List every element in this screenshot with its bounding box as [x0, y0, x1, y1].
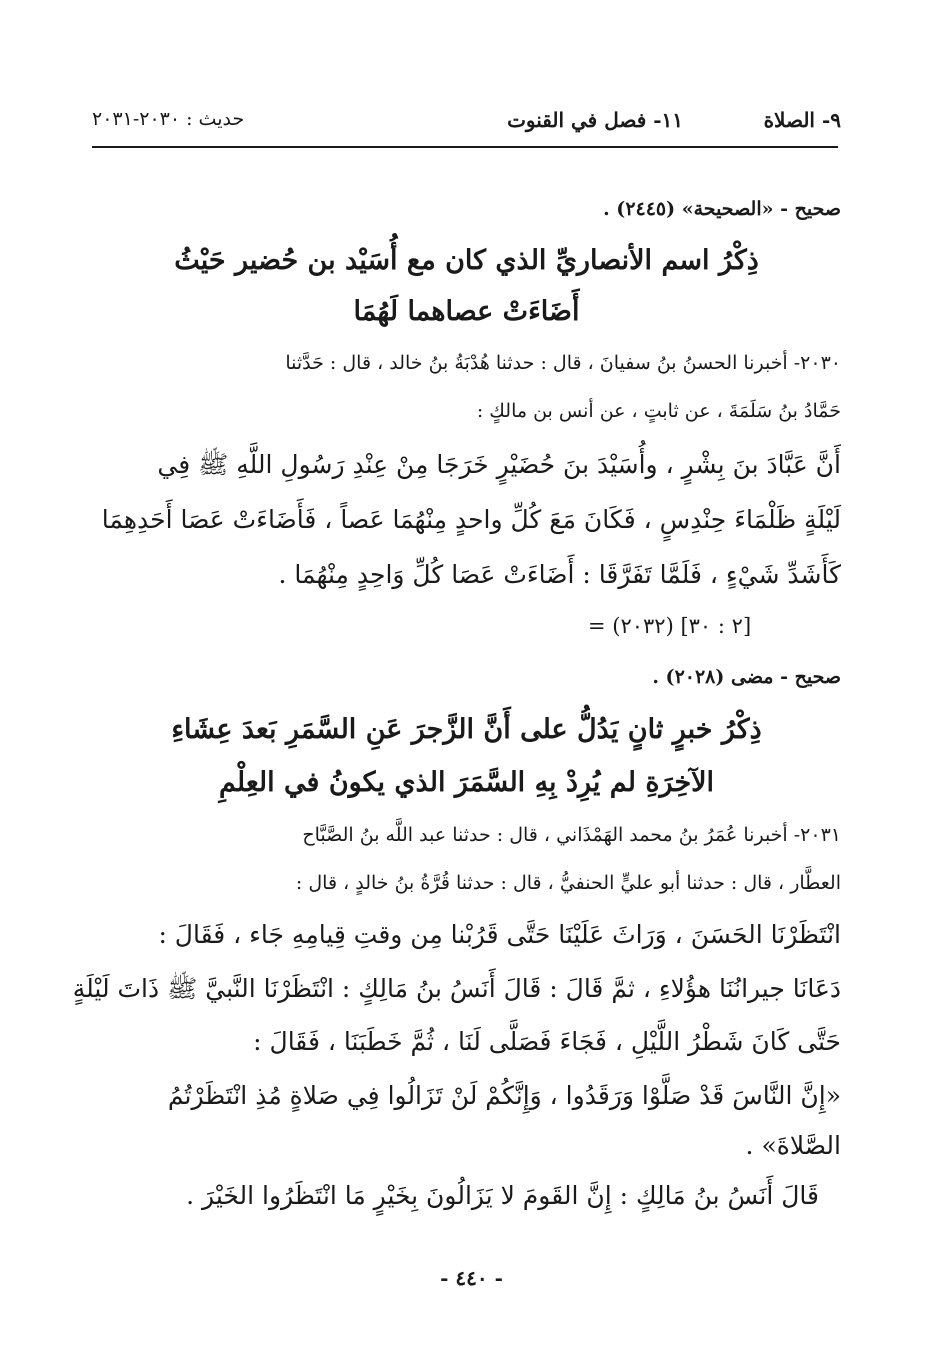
matn-line: «إِنَّ النَّاسَ قَدْ صَلَّوْا وَرَقَدُوا ، وَإِنَّكُمْ لَنْ تَزَالُوا فِي صَلاةٍ مُذِ انْتَظَرْتُمُ [167, 1081, 841, 1110]
matn-line: الصَّلاةَ» . [745, 1131, 841, 1160]
matn-line: قَالَ أَنَسُ بنُ مَالِكٍ : إِنَّ القَومَ لا يَزَالُونَ بِخَيْرٍ مَا انْتَظَرُوا الخَيْرَ . [186, 1181, 819, 1210]
chapter-heading-line: الآخِرَةِ لم يُرِدْ بِهِ السَّمَرَ الذي يكونُ في العِلْمِ [218, 767, 715, 798]
running-head-book: ٩- الصلاة [763, 108, 841, 132]
matn-line: لَيْلَةٍ ظَلْمَاءَ حِنْدِسٍ ، فَكَانَ مَعَ كُلِّ واحدٍ مِنْهُمَا عَصاً ، فَأَضَاءَتْ عَصَا أَحَدِهِمَا [101, 505, 841, 534]
grading-line: صحيح - مضى (٢٠٢٨) . [652, 666, 841, 688]
header-rule [92, 146, 838, 148]
grading-line: صحيح - «الصحيحة» (٢٤٤٥) . [603, 198, 841, 220]
running-head-hadith-range: حديث : ٢٠٣٠-٢٠٣١ [92, 108, 245, 130]
chapter-heading-line: ذِكْرُ خبرٍ ثانٍ يَدُلُّ على أَنَّ الزَّجرَ عَنِ السَّمَرِ بَعدَ عِشَاءِ [171, 714, 762, 745]
isnad-line: العطَّار ، قال : حدثنا أبو عليٍّ الحنفيُّ ، قال : حدثنا قُرَّةُ بنُ خالدٍ ، قال : [295, 872, 841, 894]
isnad-line: ٢٠٣١- أخبرنا عُمَرُ بنُ محمد الهَمْذَاني ، قال : حدثنا عبد اللَّه بنُ الصَّبَّاح [302, 824, 841, 846]
matn-line: دَعَانَا جيرانُنَا هؤُلاءِ ، ثمَّ قَالَ : قَالَ أَنَسُ بنُ مَالِكٍ : انْتَظَرْنَا النَّبيَّ ﷺ ذَاتَ لَيْلَةٍ [72, 974, 841, 1003]
running-head-chapter: ١١- فصل في القنوت [507, 108, 683, 132]
isnad-line: ٢٠٣٠- أخبرنا الحسنُ بنُ سفيانَ ، قال : حدثنا هُدْبَةُ بنُ خالد ، قال : حَدَّثنا [285, 352, 841, 374]
matn-line: حَتَّى كَانَ شَطْرُ اللَّيْلِ ، فَجَاءَ فَصَلَّى لَنَا ، ثُمَّ خَطَبَنَا ، فَقَالَ : [253, 1027, 841, 1056]
isnad-line: حَمَّادُ بنُ سَلَمَةَ ، عن ثابتٍ ، عن أنس بن مالكٍ : [476, 400, 841, 422]
matn-line: كَأَشَدِّ شَيْءٍ ، فَلَمَّا تَفَرَّقَا : أَضَاءَتْ عَصَا كُلِّ وَاحِدٍ مِنْهُمَا . [278, 560, 841, 589]
chapter-heading-line: أَضَاءَتْ عصاهما لَهُمَا [353, 296, 580, 327]
matn-line: أَنَّ عَبَّادَ بنَ بِشْرٍ ، وأُسَيْدَ بنَ حُضَيْرٍ خَرَجَا مِنْ عِنْدِ رَسُولِ اللَّهِ ﷺ فِي [157, 450, 841, 479]
page-number: - ٤٤٠ - [440, 1266, 503, 1290]
matn-line: انْتَظَرْنَا الحَسَنَ ، وَرَاثَ عَلَيْنَا حَتَّى قَرُبْنا مِن وقتِ قِيامِهِ جَاء ، فَقَالَ : [158, 920, 841, 949]
cross-reference: = (٢٠٣٢) [٢ : ٣٠] [588, 614, 752, 638]
chapter-heading-line: ذِكْرُ اسم الأنصاريِّ الذي كان مع أُسَيْد بن حُضير حَيْثُ [174, 245, 759, 276]
